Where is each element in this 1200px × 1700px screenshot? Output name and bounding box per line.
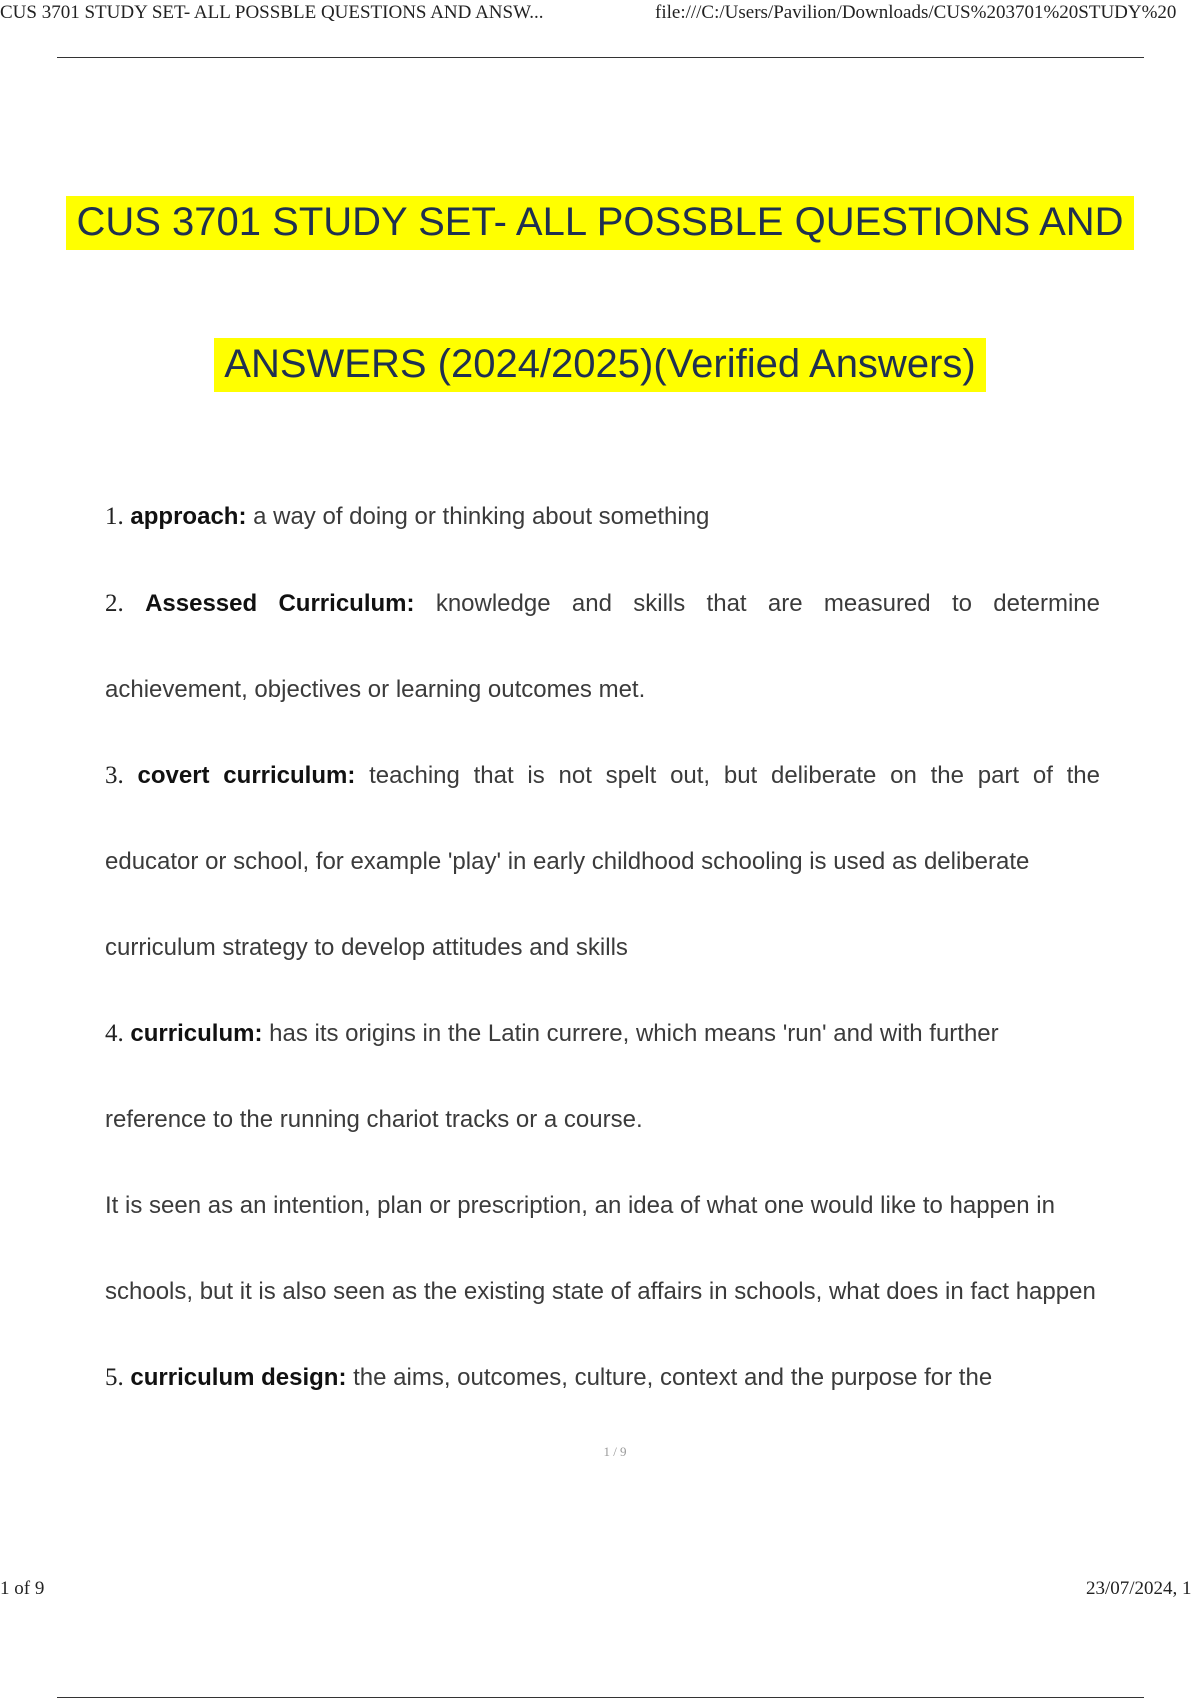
item-number: 1. (105, 503, 124, 530)
item-definition: the aims, outcomes, culture, context and the purpose for the (353, 1364, 993, 1391)
item-definition: knowledge and skills that are measured to determine (435, 590, 1100, 617)
list-item-assessed-curriculum (105, 589, 1100, 619)
title-highlight-2: ANSWERS (2024/2025)(Verified Answers) (214, 338, 985, 392)
item-definition: teaching that is not spelt out, but deliberate on the part of the (369, 762, 1100, 789)
list-item-curriculum (105, 1019, 1105, 1049)
item-number: 3. (105, 762, 124, 789)
document-title-line-2 (0, 342, 1200, 387)
item-number: 5. (105, 1364, 124, 1391)
item-term: curriculum design: (130, 1364, 347, 1391)
item-number: 4. (105, 1020, 124, 1047)
list-item-covert-curriculum (105, 761, 1100, 791)
item-number: 2. (105, 590, 124, 617)
item-definition: a way of doing or thinking about something (253, 503, 710, 530)
print-header-url: file:///C:/Users/Pavilion/Downloads/CUS%203701%20STUDY%20 (655, 2, 1177, 23)
print-footer-page: 1 of 9 (0, 1578, 45, 1599)
item-term: covert curriculum: (137, 762, 356, 789)
item-definition-continued: educator or school, for example 'play' in early childhood schooling is used as deliberate (105, 848, 1030, 875)
footer-divider (57, 1697, 1144, 1698)
page-indicator: 1 / 9 (603, 1444, 627, 1459)
item-term: approach: (130, 503, 247, 530)
title-highlight-1: CUS 3701 STUDY SET- ALL POSSBLE QUESTIONS AND (66, 196, 1133, 250)
item-definition: has its origins in the Latin currere, which means 'run' and with further (269, 1020, 999, 1047)
item-definition-continued: achievement, objectives or learning outcomes met. (105, 676, 646, 703)
list-item-curriculum-design (105, 1363, 1105, 1393)
header-divider (57, 57, 1144, 58)
item-definition-continued: curriculum strategy to develop attitudes and skills (105, 934, 628, 961)
item-term: curriculum: (130, 1020, 263, 1047)
print-footer-datetime: 23/07/2024, 1 (1086, 1578, 1192, 1599)
print-header (0, 0, 1200, 30)
item-term: Assessed Curriculum: (145, 590, 415, 617)
item-definition-continued: reference to the running chariot tracks or a course. (105, 1106, 643, 1133)
item-definition-continued: It is seen as an intention, plan or prescription, an idea of what one would like to happen in (105, 1192, 1055, 1219)
list-item-approach (105, 502, 1105, 532)
item-definition-continued: schools, but it is also seen as the existing state of affairs in schools, what does in fact happen (105, 1278, 1096, 1305)
document-title-line-1 (0, 200, 1200, 245)
print-header-title: CUS 3701 STUDY SET- ALL POSSBLE QUESTIONS AND ANSW... (0, 2, 544, 23)
